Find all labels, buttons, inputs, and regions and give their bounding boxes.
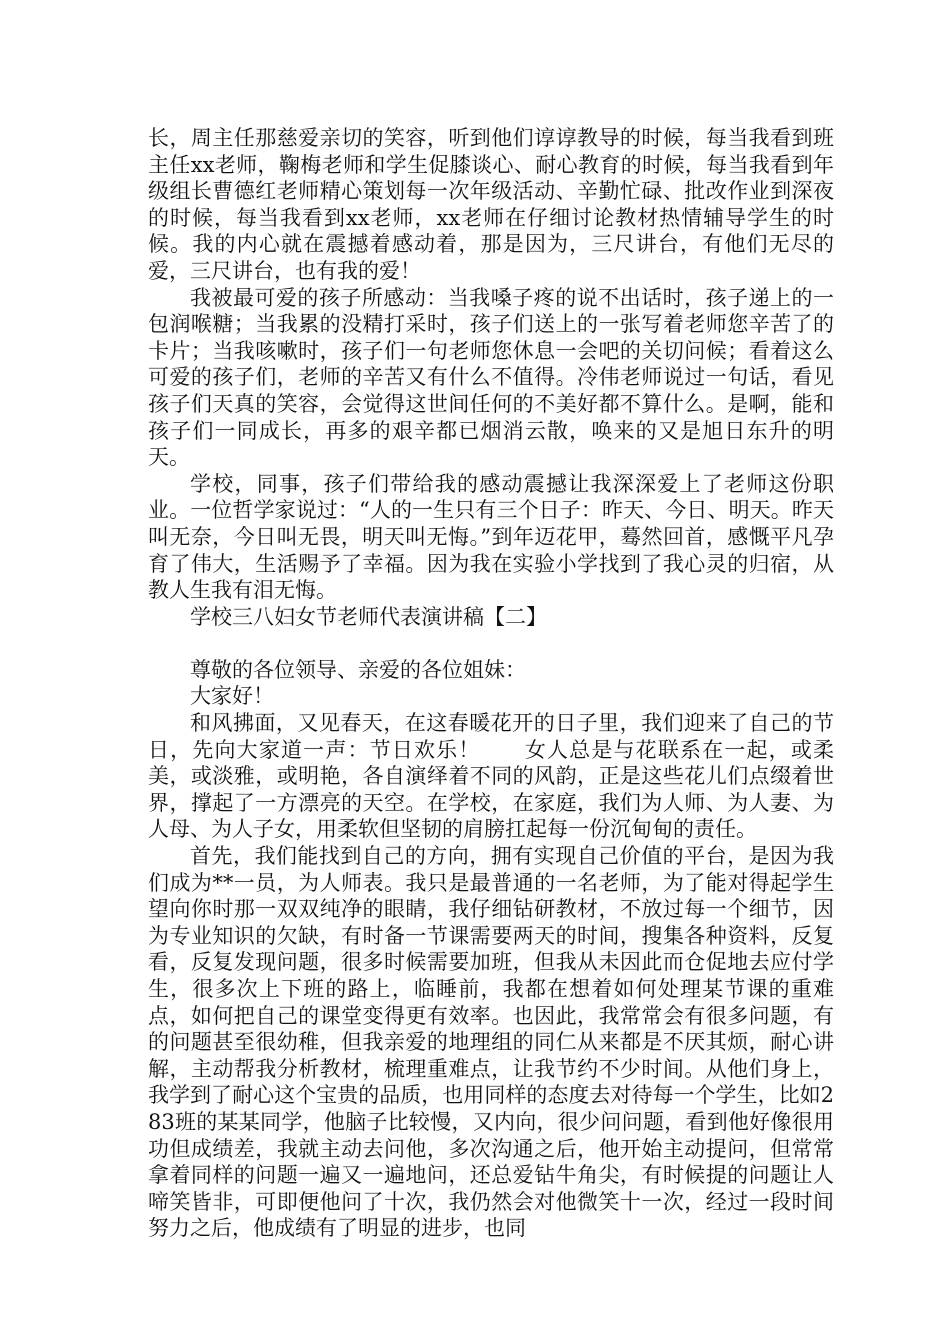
paragraph-continued: 长，周主任那慈爱亲切的笑容，听到他们谆谆教导的时候，每当我看到班主任xx老师，鞠梅老师和学生促膝谈心、耐心教育的时候，每当我看到年级组长曹德红老师精心策划每一次年级活动、辛勤忙碌、批改作业到深夜的时候，每当我看到xx老师，xx老师在仔细讨论教材热情辅导学生的时候。我的内心就在震撼着感动着，那是因为，三尺讲台，有他们无尽的爱，三尺讲台，也有我的爱！ bbox=[148, 126, 834, 283]
paragraph-first-point: 首先，我们能找到自己的方向，拥有实现自己价值的平台，是因为我们成为**一员，为人师表。我只是最普通的一名老师，为了能对得起学生望向你时那一双双纯净的眼睛，我仔细钻研教材，不放过每一个细节，因为专业知识的欠缺，有时备一节课需要两天的时间，搜集各种资料，反复看，反复发现问题，很多时候需要加班，但我从未因此而仓促地去应付学生，很多次上下班的路上，临睡前，我都在想着如何处理某节课的重难点，如何把自己的课堂变得更有效率。也因此，我常常会有很多问题，有的问题甚至很幼稚，但我亲爱的地理组的同仁从来都是不厌其烦，耐心讲解，主动帮我分析教材，梳理重难点，让我节约不少时间。从他们身上，我学到了耐心这个宝贵的品质，也用同样的态度去对待每一个学生，比如283班的某某同学，他脑子比较慢，又内向，很少问问题，看到他好像很用功但成绩差，我就主动去问他，多次沟通之后，他开始主动提问，但常常拿着同样的问题一遍又一遍地问，还总爱钻牛角尖，有时候提的问题让人啼笑皆非，可即便他问了十次，我仍然会对他微笑十一次，经过一段时间努力之后，他成绩有了明显的进步，也同 bbox=[148, 844, 834, 1241]
blank-line bbox=[148, 630, 834, 657]
greeting: 大家好！ bbox=[190, 684, 274, 709]
paragraph-spring-festival: 和风拂面，又见春天，在这春暖花开的日子里，我们迎来了自己的节日，先向大家道一声：节日欢乐！ 女人总是与花联系在一起，或柔美，或淡雅，或明艳，各自演绎着不同的风韵，正是这些花儿们点缀着世界，撑起了一方漂亮的天空。在学校，在家庭，我们为人师、为人妻、为人母、为人子女，用柔软但坚韧的肩膀扛起每一份沉甸甸的责任。 bbox=[148, 711, 834, 842]
paragraph-love-of-teaching: 学校，同事，孩子们带给我的感动震撼让我深深爱上了老师这份职业。一位哲学家说过：“人的一生只有三个日子：昨天、今日、明天。昨天叫无奈，今日叫无畏，明天叫无悔。”到年迈花甲，蓦然回首，感慨平凡孕育了伟大，生活赐予了幸福。因为我在实验小学找到了我心灵的归宿，从教人生我有泪无悔。 bbox=[148, 471, 834, 603]
salutation: 尊敬的各位领导、亲爱的各位姐妹： bbox=[190, 657, 526, 682]
paragraph-touched-by-children: 我被最可爱的孩子所感动：当我嗓子疼的说不出话时，孩子递上的一包润喉糖；当我累的没精打采时，孩子们送上的一张写着老师您辛苦了的卡片；当我咳嗽时，孩子们一句老师您休息一会吧的关切问候；看着这么可爱的孩子们，老师的辛苦又有什么不值得。冷伟老师说过一句话，看见孩子们天真的笑容，会觉得这世间任何的不美好都不算什么。是啊，能和孩子们一同成长，再多的艰辛都已烟消云散，唤来的又是旭日东升的明天。 bbox=[148, 285, 834, 470]
document-page bbox=[148, 125, 834, 1242]
section-title: 学校三八妇女节老师代表演讲稿【二】 bbox=[190, 604, 547, 629]
